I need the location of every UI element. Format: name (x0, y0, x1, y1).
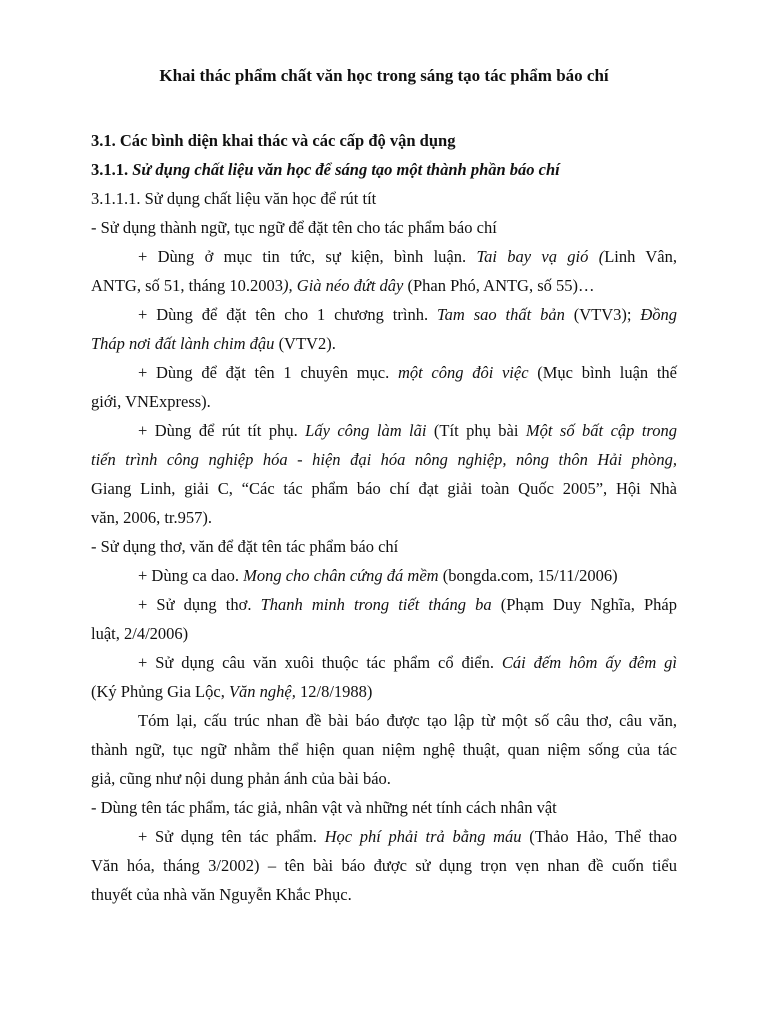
heading-3-1: 3.1. Các bình diện khai thác và các cấp độ vận dụng (91, 131, 456, 150)
heading-3-1-1: 3.1.1. Sử dụng chất liệu văn học để sáng tạo một thành phần báo chí (91, 160, 560, 179)
paragraph-line: giới, VNExpress). (91, 392, 211, 411)
paragraph-line: + Sử dụng thơ. Thanh minh trong tiết tháng ba (Phạm Duy Nghĩa, Pháp (138, 595, 677, 614)
paragraph-line: Tóm lại, cấu trúc nhan đề bài báo được tạo lập từ một số câu thơ, câu văn, (138, 711, 677, 730)
paragraph-line: Văn hóa, tháng 3/2002) – tên bài báo được sử dụng trọn vẹn nhan đề cuốn tiểu (91, 856, 677, 875)
paragraph-line: thành ngữ, tục ngữ nhằm thể hiện quan niệm nghệ thuật, quan niệm sống của tác (91, 740, 677, 759)
list-item-tho-van: - Sử dụng thơ, văn để đặt tên tác phẩm báo chí (91, 537, 399, 556)
paragraph-line: (Ký Phủng Gia Lộc, Văn nghệ, 12/8/1988) (91, 682, 373, 701)
paragraph-line: + Dùng ở mục tin tức, sự kiện, bình luận. Tai bay vạ gió (Linh Vân, (138, 247, 678, 266)
paragraph-line: giả, cũng như nội dung phản ánh của bài báo. (91, 769, 391, 788)
paragraph-line: + Dùng để đặt tên 1 chuyên mục. một công đôi việc (Mục bình luận thế (138, 363, 678, 382)
subheading-3-1-1-1: 3.1.1.1. Sử dụng chất liệu văn học để rút tít (91, 189, 377, 208)
paragraph-line: thuyết của nhà văn Nguyễn Khắc Phục. (91, 885, 352, 904)
paragraph-line: Giang Linh, giải C, “Các tác phẩm báo chí đạt giải toàn Quốc 2005”, Hội Nhà (91, 479, 677, 498)
paragraph-line: tiến trình công nghiệp hóa - hiện đại hóa nông nghiệp, nông thôn Hải phòng, (91, 450, 677, 469)
document-body (91, 126, 677, 909)
paragraph-line: ANTG, số 51, tháng 10.2003), Già néo đứt dây (Phan Phó, ANTG, số 55)… (91, 276, 595, 295)
list-item-ten-tac-pham: - Dùng tên tác phẩm, tác giả, nhân vật và những nét tính cách nhân vật (91, 798, 557, 817)
document-title: Khai thác phẩm chất văn học trong sáng tạo tác phẩm báo chí (159, 66, 609, 85)
paragraph-line: văn, 2006, tr.957). (91, 508, 212, 527)
paragraph-line: + Sử dụng tên tác phẩm. Học phí phải trả bằng máu (Thảo Hảo, Thể thao (138, 827, 677, 846)
paragraph-line: + Dùng ca dao. Mong cho chân cứng đá mềm (bongda.com, 15/11/2006) (138, 566, 618, 585)
paragraph-line: Tháp nơi đất lành chim đậu (VTV2). (91, 334, 336, 353)
paragraph-line: luật, 2/4/2006) (91, 624, 189, 643)
list-item-thanh-ngu: - Sử dụng thành ngữ, tục ngữ để đặt tên cho tác phẩm báo chí (91, 218, 497, 237)
paragraph-line: + Dùng để rút tít phụ. Lấy công làm lãi (Tít phụ bài Một số bất cập trong (138, 421, 677, 440)
paragraph-line: + Sử dụng câu văn xuôi thuộc tác phẩm cổ điển. Cái đếm hôm ấy đêm gì (138, 653, 677, 672)
paragraph-line: + Dùng để đặt tên cho 1 chương trình. Tam sao thất bản (VTV3); Đồng (138, 305, 678, 324)
